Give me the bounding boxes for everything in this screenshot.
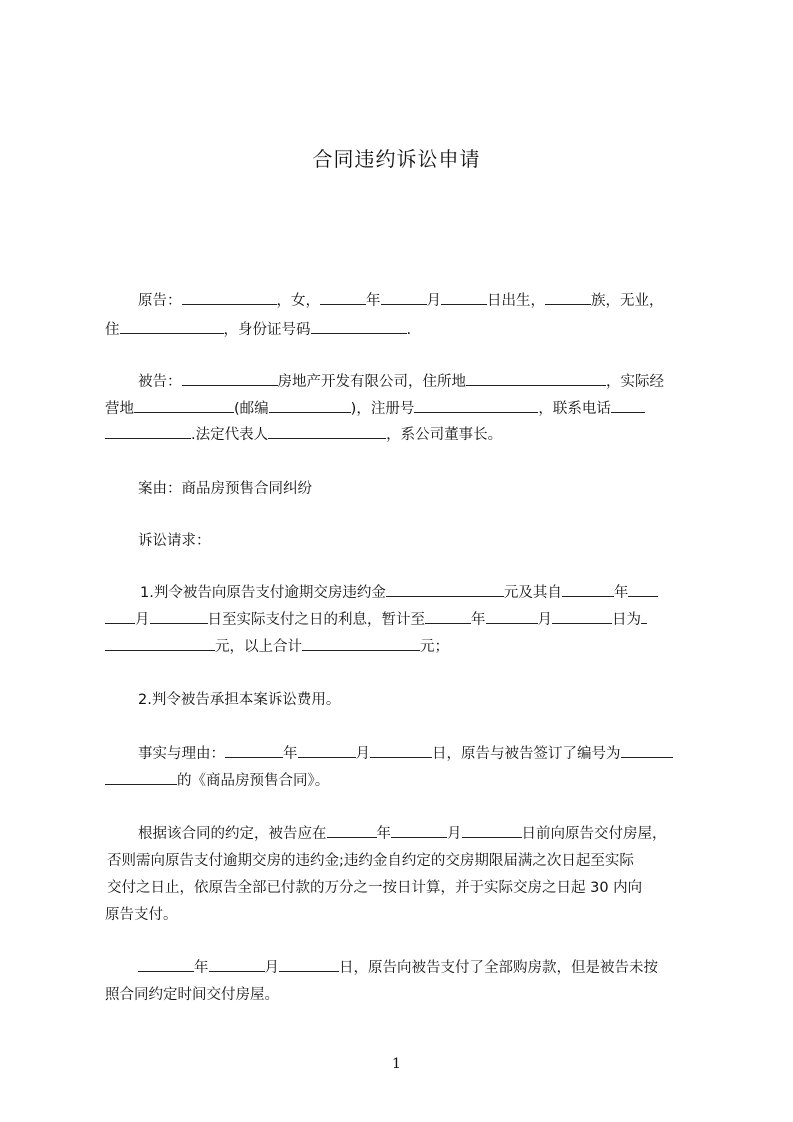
facts-line-2: 的《商品房预售合同》。 <box>105 771 705 791</box>
claim-1-line-1: 1.判令被告向原告支付逾期交房违约金 元及其自 年 <box>140 583 740 603</box>
payment-line-1: 年 月 日，原告向被告支付了全部购房款，但是被告未按 <box>138 958 738 978</box>
defendant-line-1: 被告： 房地产开发有限公司，住所地 ，实际经 <box>138 374 664 390</box>
claim-1-line-2: 月 日至实际支付之日的利息，暂计至 年 月 日为 <box>105 610 705 630</box>
agreement-line-2: 否则需向原告支付逾期交房的违约金;违约金自约定的交房期限届满之次日起至实际 <box>107 853 634 869</box>
case-cause: 案由：商品房预售合同纠纷 <box>138 481 312 497</box>
claim-1-line-3: 元，以上合计 元； <box>105 637 705 657</box>
page-number: 1 <box>392 1056 401 1072</box>
claims-label: 诉讼请求： <box>138 533 211 549</box>
plaintiff-line-2: 住 ，身份证号码 . <box>105 322 412 338</box>
defendant-line-3: .法定代表人 ，系公司董事长。 <box>105 425 705 445</box>
document-title: 合同违约诉讼申请 <box>312 147 481 171</box>
agreement-line-3: 交付之日止，依原告全部已付款的万分之一按日计算，并于实际交房之日起 30 内向 <box>107 880 643 896</box>
defendant-line-2: 营地 (邮编 )，注册号 ，联系电话 <box>105 399 705 419</box>
facts-line-1: 事实与理由： 年 月 日，原告与被告签订了编号为 <box>138 744 738 764</box>
payment-line-2: 照合同约定时间交付房屋。 <box>105 987 279 1003</box>
agreement-line-4: 原告支付。 <box>105 907 178 923</box>
claim-2: 2.判令被告承担本案诉讼费用。 <box>138 692 341 708</box>
agreement-line-1: 根据该合同的约定，被告应在 年 月 日前向原告交付房屋， <box>138 826 667 842</box>
plaintiff-line-1: 原告： ，女， 年 月 日出生， 族，无业， <box>138 293 664 309</box>
